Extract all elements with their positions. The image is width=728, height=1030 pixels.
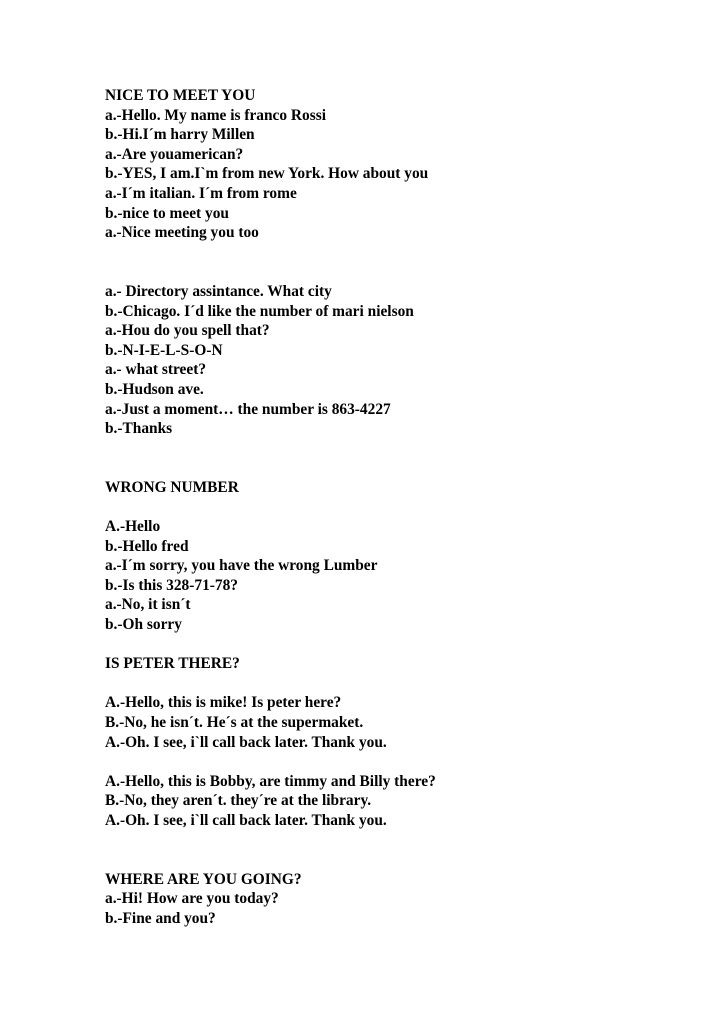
dialogue-line: a.-Hi! How are you today? xyxy=(105,890,279,908)
spacer xyxy=(105,439,705,478)
spacer xyxy=(105,497,705,517)
document-body xyxy=(105,86,705,929)
dialogue-line: a.-Hou do you spell that? xyxy=(105,322,270,340)
dialogue-line: A.-Hello xyxy=(105,518,161,536)
section-nice-to-meet-you xyxy=(105,86,705,243)
section-bobby-call xyxy=(105,772,705,831)
dialogue-line: B.-No, he isn´t. He´s at the supermaket. xyxy=(105,714,364,731)
section-directory-assistance xyxy=(105,282,705,439)
dialogue-line: a.-Are youamerican? xyxy=(105,145,244,163)
dialogue-line: a.-Hello. My name is franco Rossi xyxy=(105,106,326,124)
dialogue-line: b.-Hello fred xyxy=(105,537,189,555)
dialogue-line: b.-nice to meet you xyxy=(105,204,229,222)
dialogue-line: b.-Hudson ave. xyxy=(105,380,204,398)
dialogue-line: b.-Fine and you? xyxy=(105,909,216,927)
section-where-are-you-going xyxy=(105,870,705,929)
dialogue-line: A.-Oh. I see, i`ll call back later. Thank you. xyxy=(105,811,387,829)
spacer xyxy=(105,635,705,655)
dialogue-line: a.- what street? xyxy=(105,361,207,379)
dialogue-line: b.-Chicago. I´d like the number of mari nielson xyxy=(105,302,414,320)
dialogue-line: A.-Oh. I see, i`ll call back later. Thank you. xyxy=(105,733,387,751)
dialogue-line: a.- Directory assintance. What city xyxy=(105,282,332,300)
dialogue-line: a.-Just a moment… the number is 863-4227 xyxy=(105,400,391,418)
section-is-peter-there xyxy=(105,654,705,752)
section-heading: IS PETER THERE? xyxy=(105,655,240,673)
dialogue-line: b.-N-I-E-L-S-O-N xyxy=(105,341,223,359)
dialogue-line: A.-Hello, this is mike! Is peter here? xyxy=(105,694,342,712)
dialogue-line: A.-Hello, this is Bobby, are timmy and Billy there? xyxy=(105,772,436,790)
section-wrong-number xyxy=(105,478,705,635)
dialogue-line: b.-Hi.I´m harry Millen xyxy=(105,126,255,144)
dialogue-line: b.-Oh sorry xyxy=(105,616,182,634)
dialogue-line: b.-Is this 328-71-78? xyxy=(105,576,238,594)
section-heading: WRONG NUMBER xyxy=(105,478,239,496)
dialogue-line: b.-YES, I am.I`m from new York. How about you xyxy=(105,165,429,183)
dialogue-line: B.-No, they aren´t. they´re at the library. xyxy=(105,792,372,810)
dialogue-line: a.-No, it isn´t xyxy=(105,596,191,614)
section-heading: NICE TO MEET YOU xyxy=(105,87,256,104)
dialogue-line: a.-I´m sorry, you have the wrong Lumber xyxy=(105,557,378,575)
section-heading: WHERE ARE YOU GOING? xyxy=(105,870,302,888)
spacer xyxy=(105,831,705,870)
dialogue-line: b.-Thanks xyxy=(105,420,173,438)
spacer xyxy=(105,674,705,694)
dialogue-line: a.-Nice meeting you too xyxy=(105,224,259,242)
spacer xyxy=(105,752,705,772)
spacer xyxy=(105,243,705,282)
dialogue-line: a.-I´m italian. I´m from rome xyxy=(105,184,297,202)
